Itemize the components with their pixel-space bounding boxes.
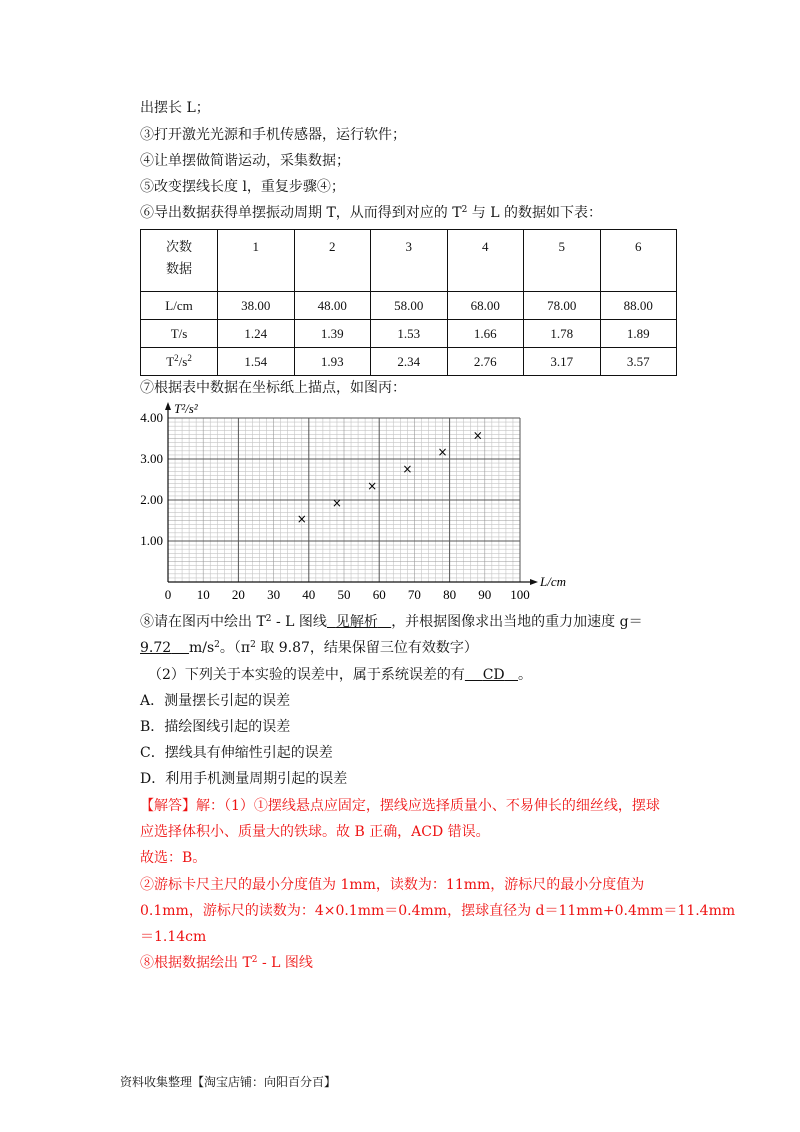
trial-header: 6 [600,230,677,292]
line-text: ③打开激光光源和手机传感器，运行软件； [140,127,406,143]
trial-header: 4 [447,230,524,292]
trial-header: 1 [218,230,295,292]
row-label-text: /s [178,353,188,369]
superscript: 2 [174,352,179,363]
solution-text: ⑧根据数据绘出 T [140,955,252,971]
line-text: - L 图线 [271,614,327,630]
option-text: B．描绘图线引起的误差 [140,719,291,735]
option-b [140,717,290,737]
row-label: T/s [141,320,218,348]
solution-line [140,796,660,816]
option-a [140,691,290,711]
line-text: ⑦根据表中数据在坐标纸上描点，如图丙： [140,380,406,396]
table-cell: 1.66 [447,320,524,348]
line-text: 与 L 的数据如下表： [467,205,602,221]
data-point: × [331,495,342,510]
line-text: 出摆长 L； [140,100,210,116]
question-8 [140,612,643,632]
data-table [140,229,677,376]
row-label: L/cm [141,292,218,320]
line-text: （2）下列关于本实验的误差中，属于系统误差的有 [148,667,465,683]
table-cell: 1.24 [218,320,295,348]
superscript: 2 [265,614,272,624]
line-text: 。 [518,667,533,683]
option-c [140,743,333,763]
footer [120,1073,336,1090]
step-7 [140,378,406,398]
data-point: × [296,511,307,526]
option-text: A．测量摆长引起的误差 [140,693,291,709]
x-tick-label: 60 [372,587,386,602]
step-6 [140,203,602,223]
trial-header: 3 [371,230,448,292]
question-8-cont [140,638,478,658]
header-label: 数据 [165,261,192,276]
table-cell: 38.00 [218,292,295,320]
table-cell: 1.89 [600,320,677,348]
line-text: 取 9.87，结果保留三位有效数字） [255,640,478,656]
line-text: 。（π [219,640,251,656]
table-row-period-squared [141,348,677,376]
table-cell: 2.34 [371,348,448,376]
table-cell: 1.53 [371,320,448,348]
x-tick-label: 80 [443,587,457,602]
data-point: × [437,445,448,460]
trial-header: 5 [524,230,601,292]
x-tick-label: 0 [164,587,172,602]
answer-blank [327,614,391,630]
y-axis-arrow [165,402,171,410]
row-label [141,348,218,376]
x-tick-label: 100 [510,587,530,602]
header-label: 次数 [165,239,192,254]
table-row-period [141,320,677,348]
step-5 [140,177,345,197]
x-axis-label: L/cm [540,574,566,589]
x-tick-label: 70 [407,587,421,602]
text-line [140,98,210,118]
solution-line [140,901,735,921]
y-tick-label: 2.00 [140,492,163,507]
table-cell: 2.76 [447,348,524,376]
footer-text: 资料收集整理【淘宝店铺：向阳百分百】 [120,1075,337,1089]
x-tick-label: 20 [231,587,245,602]
solution-line [140,953,313,973]
x-tick-label: 40 [302,587,316,602]
table-cell: 88.00 [600,292,677,320]
solution-text: ②游标卡尺主尺的最小分度值为 1mm，读数为：11mm，游标尺的最小分度值为 [140,877,645,893]
superscript: 2 [214,640,220,650]
y-axis-label: T²/s² [174,401,198,416]
data-point: × [402,461,413,476]
line-text: ⑥导出数据获得单摆振动周期 T，从而得到对应的 T [140,205,462,221]
superscript: 2 [250,640,256,650]
table-corner-cell [141,230,218,292]
line-text: ⑤改变摆线长度 l，重复步骤④； [140,179,345,195]
solution-text: 0.1mm，游标尺的读数为：4×0.1mm＝0.4mm，摆球直径为 d＝11mm+0.4mm＝11.4mm [140,903,736,919]
trial-header: 2 [294,230,371,292]
table-cell: 3.17 [524,348,601,376]
x-tick-label: 90 [478,587,492,602]
line-text: ，并根据图像求出当地的重力加速度 g＝ [391,614,643,630]
x-tick-label: 30 [267,587,281,602]
x-tick-label: 10 [196,587,210,602]
table-cell: 58.00 [371,292,448,320]
y-tick-label: 4.00 [140,410,163,425]
scatter-chart [120,398,570,603]
table-cell: 1.93 [294,348,371,376]
option-text: C．摆线具有伸缩性引起的误差 [140,745,333,761]
solution-text: 【解答】解：（1）①摆线悬点应固定，摆线应选择质量小、不易伸长的细丝线，摆球 [140,798,660,814]
solution-line [140,848,206,868]
answer-text: 9.72 [140,640,172,656]
answer-blank [465,667,518,683]
table-row-length [141,292,677,320]
y-tick-label: 1.00 [140,533,163,548]
table-cell: 1.78 [524,320,601,348]
step-3 [140,125,406,145]
line-text: ④让单摆做简谐运动，采集数据； [140,153,350,169]
solution-line [140,822,490,842]
y-tick-label: 3.00 [140,451,163,466]
table-header-row [141,230,677,292]
table-cell: 3.57 [600,348,677,376]
solution-text: - L 图线 [257,955,313,971]
table-cell: 1.39 [294,320,371,348]
table-cell: 78.00 [524,292,601,320]
x-axis-arrow [530,579,538,585]
solution-text: 故选：B。 [140,850,207,866]
superscript: 2 [187,352,192,363]
row-label-text: T [166,353,175,369]
table-cell: 48.00 [294,292,371,320]
solution-text: ＝1.14cm [140,929,207,945]
option-text: D．利用手机测量周期引起的误差 [140,771,348,787]
superscript: 2 [461,205,468,215]
data-point: × [472,428,483,443]
superscript: 2 [251,955,258,965]
solution-line [140,927,206,947]
answer-text: CD [482,667,505,683]
unit-text: m/s [188,640,215,656]
question-2 [148,665,532,685]
solution-text: 应选择体积小、质量大的铁球。故 B 正确，ACD 错误。 [140,824,490,840]
x-tick-label: 50 [337,587,351,602]
solution-line [140,875,644,895]
answer-blank [140,640,189,656]
line-text: ⑧请在图丙中绘出 T [140,614,266,630]
table-cell: 68.00 [447,292,524,320]
answer-text: 见解析 [335,614,378,630]
data-point: × [367,479,378,494]
table-cell: 1.54 [218,348,295,376]
step-4 [140,151,350,171]
option-d [140,769,347,789]
